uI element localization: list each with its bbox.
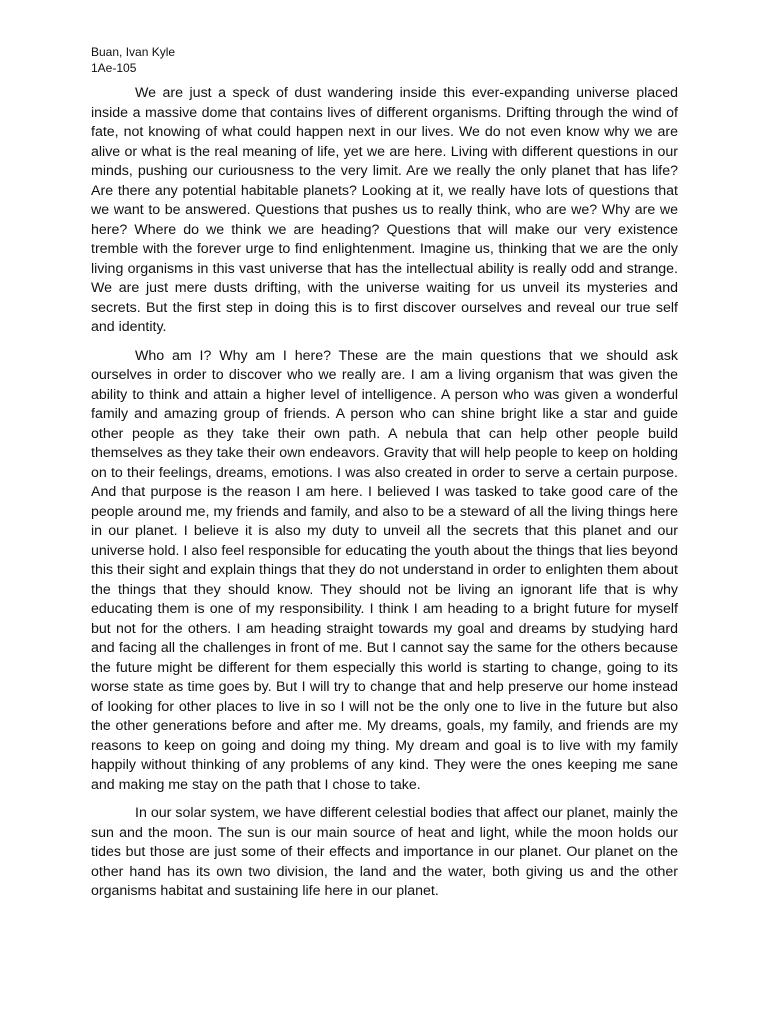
paragraph-3: In our solar system, we have different celestial bodies that affect our planet, mainly the sun and the moon. The sun is our main source of heat and light, while the moon holds our tides but those are just some of their effects and importance in our planet. Our planet on the other hand has its own two division, the land and the water, both giving us and the other organisms habitat and sustaining life here in our planet. — [91, 805, 678, 899]
section-code: 1Ae-105 — [91, 61, 137, 75]
paragraph-2: Who am I? Why am I here? These are the main questions that we should ask ourselves in order to discover who we really are. I am a living organism that was given the ability to think and attain a higher level of intelligence. A person who was given a wonderful family and amazing group of friends. A person who can shine bright like a star and guide other people as they take their own path. A nebula that can help other people build themselves as they take their own endeavors. Gravity that will help people to keep on holding on to their feelings, dreams, emotions. I was also created in order to serve a certain purpose. And that purpose is the reason I am here. I believed I was tasked to take good care of the people around me, my friends and family, and also to be a steward of all the living things here in our planet. I believe it is also my duty to unveil all the secrets that this planet and our universe hold. I also feel responsible for educating the youth about the things that lies beyond this their sight and explain things that they do not understand in order to enlighten them about the things that they should know. They should not be living an ignorant life that is why educating them is one of my responsibility. I think I am heading to a bright future for myself but not for the others. I am heading straight towards my goal and dreams by studying hard and facing all the challenges in front of me. But I cannot say the same for the others because the future might be different for them especially this world is starting to change, going to its worse state as time goes by. But I will try to change that and help preserve our home instead of looking for other places to live in so I will not be the only one to live in the future but also the other generations before and after me. My dreams, goals, my family, and friends are my reasons to keep on going and doing my thing. My dream and goal is to live with my family happily without thinking of any problems of any kind. They were the ones keeping me sane and making me stay on the path that I chose to take. — [91, 347, 678, 793]
document-header — [91, 44, 678, 76]
paragraph-1: We are just a speck of dust wandering inside this ever-expanding universe placed inside a massive dome that contains lives of different organisms. Drifting through the wind of fate, not knowing of what could happen next in our lives. We do not even know why we are alive or what is the real meaning of life, yet we are here. Living with different questions in our minds, pushing our curiousness to the very limit. Are we really the only planet that has life? Are there any potential habitable planets? Looking at it, we really have lots of questions that we want to be answered. Questions that pushes us to really think, who are we? Why are we here? Where do we think we are heading? Questions that will make our very existence tremble with the forever urge to find enlightenment. Imagine us, thinking that we are the only living organisms in this vast universe that has the intellectual ability is really odd and strange. We are just mere dusts drifting, with the universe waiting for us unveil its mysteries and secrets. But the first step in doing this is to first discover ourselves and reveal our true self and identity. — [91, 85, 678, 335]
author-name: Buan, Ivan Kyle — [91, 45, 176, 59]
